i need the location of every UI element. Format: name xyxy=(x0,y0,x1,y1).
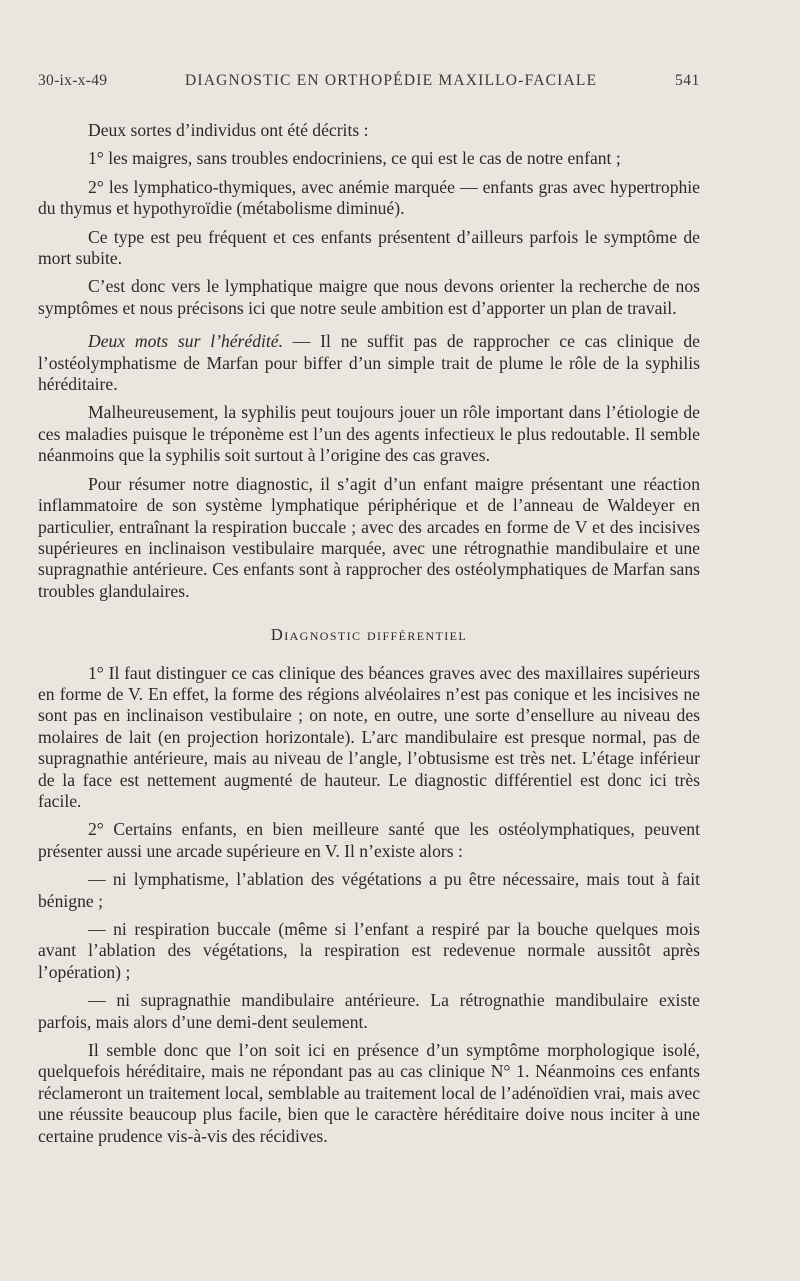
paragraph: 2° Certains enfants, en bien meilleure santé que les ostéolymphatiques, peuvent présenter aussi une arcade supérieure en V. Il n’existe alors : xyxy=(38,819,700,861)
paragraph: — ni lymphatisme, l’ablation des végétations a pu être nécessaire, mais tout à fait bénigne ; xyxy=(38,869,700,911)
running-head xyxy=(38,72,700,90)
heredite-paragraph xyxy=(38,331,700,395)
paragraph: — ni supragnathie mandibulaire antérieure. La rétrognathie mandibulaire existe parfois, mais alors d’une demi-dent seulement. xyxy=(38,990,700,1032)
running-title: DIAGNOSTIC EN ORTHOPÉDIE MAXILLO-FACIALE xyxy=(184,72,598,89)
heredite-text: — Il ne suffit pas de rapprocher ce cas clinique de l’ostéolymphatisme de Marfan pour biffer d’un simple trait de plume le rôle de la syphilis héréditaire. xyxy=(38,331,700,395)
paragraph: Deux sortes d’individus ont été décrits : xyxy=(88,120,369,140)
paragraph: C’est donc vers le lymphatique maigre que nous devons orienter la recherche de nos symptômes et nous précisons ici que notre seule ambition est d’apporter un plan de travail. xyxy=(38,276,700,318)
heredite-lead: Deux mots sur l’hérédité. xyxy=(88,331,283,352)
page-number: 541 xyxy=(674,72,700,89)
paragraph: — ni respiration buccale (même si l’enfant a respiré par la bouche quelques mois avant l’ablation des végétations, la respiration est redevenue normale aussitôt après l’opération) ; xyxy=(38,919,700,982)
paragraph: 1° les maigres, sans troubles endocriniens, ce qui est le cas de notre enfant ; xyxy=(88,148,621,169)
paragraph: Pour résumer notre diagnostic, il s’agit d’un enfant maigre présentant une réaction inflammatoire de son système lymphatique périphérique et de l’anneau de Waldeyer en particulier, entraînant la respiration buccale ; avec des arcades en forme de V et des incisives supérieures en inclinaison vestibulaire marquée, avec une rétrognathie mandibulaire et une supragnathie antérieure. Ces enfants sont à rapprocher des ostéolymphatiques de Marfan sans troubles glandulaires. xyxy=(38,473,700,601)
paragraph: Il semble donc que l’on soit ici en présence d’un symptôme morphologique isolé, quelquefois héréditaire, mais ne répondant pas au cas clinique N° 1. Néanmoins ces enfants réclameront un traitement local, semblable au traitement local de l’adénoïdien vrai, mais avec une réussite beaucoup plus facile, bien que le caractère héréditaire doive nous inciter à une certaine prudence vis-à-vis des récidives. xyxy=(38,1040,700,1146)
issue-date: 30-ix-x-49 xyxy=(38,72,108,89)
paragraph: Malheureusement, la syphilis peut toujours jouer un rôle important dans l’étiologie de ces maladies puisque le tréponème est l’un des agents infectieux le plus redoutable. Il semble néanmoins que la syphilis soit surtout à l’origine des cas graves. xyxy=(38,402,700,466)
article-body xyxy=(38,120,700,1147)
paragraph: Ce type est peu fréquent et ces enfants présentent d’ailleurs parfois le symptôme de mort subite. xyxy=(38,226,700,269)
section-heading: Diagnostic différentiel xyxy=(270,625,468,645)
paragraph: 2° les lymphatico-thymiques, avec anémie marquée — enfants gras avec hypertrophie du thymus et hypothyroïdie (métabolisme diminué). xyxy=(38,176,700,219)
paragraph: 1° Il faut distinguer ce cas clinique des béances graves avec des maxillaires supérieurs en forme de V. En effet, la forme des régions alvéolaires n’est pas conique et les incisives ne sont pas en inclinaison vestibulaire ; on note, en outre, une sorte d’ensellure au niveau des molaires de lait (en projection horizontale). L’arc mandibulaire est presque normal, pas de supragnathie antérieure, mais au niveau de l’angle, l’obtusisme est très net. L’étage inférieur de la face est nettement augmenté de hauteur. Le diagnostic différentiel est donc ici très facile. xyxy=(38,662,700,811)
